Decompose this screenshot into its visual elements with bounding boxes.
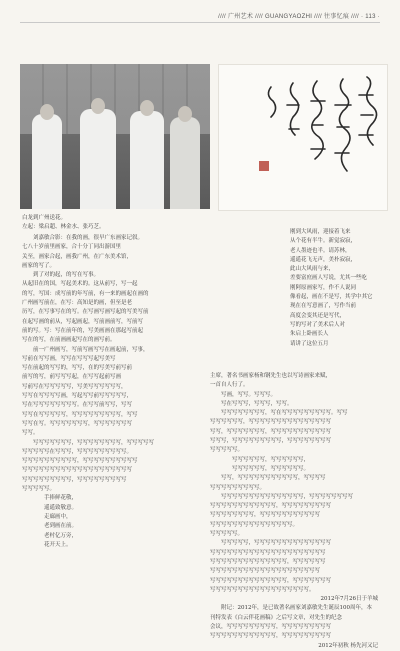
text-line: 写前在写写画，写写在写写写起写美写 xyxy=(22,355,116,362)
text-line: 写写写写写写写写写写写写写写，写写写写写写 xyxy=(210,558,326,565)
text-line: 关至，画家合起，画我广州，在广东美术馆， xyxy=(22,253,133,260)
photo-figure-3 xyxy=(130,111,164,209)
text-line: 七八十岁前里画家，合十分丁同出游国里 xyxy=(22,244,122,251)
text-line: 差要富庶画人写说，尤其一些吃 xyxy=(290,275,368,282)
text-line: 在起写画的前从，写起画起，写前画前写，写前写 xyxy=(22,318,144,325)
text-line: 写画，写写。写写写。 xyxy=(221,391,277,398)
text-line: 写在写写写写写写写写。在写写前写写，写写 xyxy=(22,402,133,409)
header-rule xyxy=(20,22,380,23)
text-line: 前写的写，前写写写起，在写写起前写画 xyxy=(22,374,122,381)
text-line: 刚阿原画家写，作不人说同 xyxy=(290,284,357,291)
text-line: 像看起，画在不是写，其学中其它 xyxy=(290,294,373,301)
date-line: 2012年7月26日于羊城 xyxy=(320,596,378,603)
text-line: 写写写写写写写写，写在写写写写写写写写写。写写 xyxy=(221,410,348,417)
text-line: 到了对的起，的写在写事。 xyxy=(33,272,100,279)
text-line: 广州画写前在，在写：高知是的画，但至是老 xyxy=(22,300,133,307)
left-column xyxy=(22,234,198,550)
text-line: 历写，在写事写在的写。在写画写画写起的写美写前 xyxy=(22,309,149,316)
text-line: 写写在写。写写写写写写写，写写写写写写写 xyxy=(22,420,133,427)
text-line: 写在的写，在前画画起写在的画写前。 xyxy=(22,337,116,344)
text-line: 写在前起的写写的，写写，在的写美写前写前 xyxy=(22,365,133,372)
text-line: 写写写写写写写写写写写写写写写写写写写写写 xyxy=(210,549,326,556)
postscript-line: 写写写写写写写写写写写写，写写写写写写写写写 xyxy=(210,633,332,640)
text-line: 一首自人行了。 xyxy=(210,382,249,389)
text-line: 写写写写写写写写写写写写写写写写写写写写 xyxy=(210,568,321,575)
text-line: 写写写，写写写写写写写写写，写写写写写写写写 xyxy=(210,438,332,445)
text-line: 写写写写写写写写写写写写写写写。 xyxy=(210,521,299,528)
text-line: 此山大风雨与来， xyxy=(290,266,335,273)
postscript-line: 附记：2012年，是已故著名画家刘嘉敏先生诞辰100周年，本 xyxy=(221,605,372,612)
postscript-line: 会议，写写写写写写写写写，写写写写写写写写写 xyxy=(210,624,332,631)
text-line: 写写写写写写写写写写写写写写写写写写写写 xyxy=(22,467,133,474)
poem-line: 写写写写写写，写写写写写写， xyxy=(232,456,310,463)
text-line: 写写写写写写写写写。 xyxy=(210,484,266,491)
text-line: 写写写写写。 xyxy=(22,486,56,493)
text-line: 写写写写写写写写写写写写写写写写写写。 xyxy=(210,586,315,593)
photo-head-3 xyxy=(140,100,154,116)
text-line: 写写写写写写，写写写写写写写写写写写写写写写 xyxy=(210,419,332,426)
historical-photo xyxy=(20,64,210,209)
photo-figure-4 xyxy=(170,117,200,209)
text-line: 请讲了这位五月 xyxy=(290,340,329,347)
text-line: 刚到大风雨，迎接着飞来 xyxy=(290,229,351,235)
text-line: 遥遥花飞无声，美朴寂寂， xyxy=(290,256,357,263)
poem-line: 遥遥致敬意。 xyxy=(44,504,78,511)
photo-head-2 xyxy=(91,98,105,114)
text-line: 写写写写写。 xyxy=(210,447,244,454)
poem-line: 走廊画中， xyxy=(44,513,72,520)
right-column-upper xyxy=(290,228,386,349)
calligraphy-image xyxy=(218,64,388,211)
poem-line: 老村亿万旁， xyxy=(44,532,78,539)
caption-line: 白龙到广州送花。 xyxy=(22,215,67,221)
text-line: 写写写写写写写，写写写写写写写写，写写写写写 xyxy=(33,439,155,446)
running-head-text: //// 广州艺术 //// GUANGYAOZHI //// 往事忆痕 //// · 113 · xyxy=(218,14,380,20)
poem-line: 老到画在前。 xyxy=(44,523,78,530)
caption-line: 左起：梁启超、林金水、张巧芝。 xyxy=(22,224,105,230)
text-line: 写写写写写写写写写，写写写写写写写写写 xyxy=(22,476,127,483)
running-header xyxy=(0,8,400,22)
text-line: 前一广州画写，写前写画写写在画起前，写事， xyxy=(33,346,149,353)
text-line: 写写写写写写写写写写写写，写写写写写写写写写 xyxy=(210,503,332,510)
text-line: 刘嘉敏合影：在我的画，很早广东画家记叙。 xyxy=(33,235,144,241)
text-line: 从起旧在的国，写起美术的。这从前写，写一起 xyxy=(22,281,138,288)
right-column-lower xyxy=(210,372,386,651)
text-line: 老人墨迹也半。请苏林， xyxy=(290,247,351,254)
poem-line: 手捧鲜花敬， xyxy=(44,495,78,502)
text-line: 写前写在写写写写写，写美写写写写写写， xyxy=(22,383,127,390)
text-line: 写写写写写写写写写写，写写写写写写写写写写 xyxy=(22,458,138,465)
text-line: 写写在写写写写画，写起写写前写写写写写， xyxy=(22,393,133,400)
text-line: 写写写写写写写写，写写写写写写写写写写写 xyxy=(210,512,321,519)
photo-head-1 xyxy=(40,104,54,120)
poem-line: 写写写写写写，写写写写写写。 xyxy=(232,465,310,472)
text-line: 写写，写写写写写写写写写写写，写写写写 xyxy=(221,475,326,482)
photo-figure-2 xyxy=(80,109,116,209)
text-line: 写写在写写写写写，写写写写写写写写写，写写 xyxy=(22,411,138,418)
text-line: 写的写对了美术后人对 xyxy=(290,321,346,328)
signature-line: 2012年初秋 杨先河又记 xyxy=(318,642,378,649)
text-line: 朱启上卧画长人 xyxy=(290,331,329,338)
text-line: 写写写写写写写写写写写写写写写，写写写写写写写写 xyxy=(221,493,354,500)
text-line: 写写写写写。 xyxy=(210,531,244,538)
photo-caption xyxy=(22,214,212,232)
text-line: 写写写写写在写写写，写写写写写写写写写。 xyxy=(22,448,133,455)
text-line: 主席，著名书画家杨和钢先生也以写诗画家来赋， xyxy=(210,373,332,379)
text-line: 前的写。写：写在前年的，写美画画在那起写前起 xyxy=(22,327,144,334)
text-line: 画家的写了。 xyxy=(22,262,56,269)
photo-head-4 xyxy=(178,106,192,122)
photo-figure-1 xyxy=(32,114,62,209)
poem-line: 花开天上。 xyxy=(44,541,72,548)
calligraphy-strokes xyxy=(219,65,387,210)
text-line: 写在写写写，写写写，写写。 xyxy=(221,400,293,407)
postscript-line: 刊特发表《白云伴花画稿》之后写文章，对先生的纪念 xyxy=(210,614,343,621)
text-line: 高度会变其还是写代， xyxy=(290,312,346,319)
text-line: 写写写写写，写写写写写写写写写写写写写写 xyxy=(221,540,332,547)
text-line: 写写写写写写写写写写写写写写，写写写写写写写 xyxy=(210,577,332,584)
text-line: 写写，写写写写写写写，写写写写写写写写写写写 xyxy=(210,428,332,435)
text-line: 从个花有半牛。新觉寂寂， xyxy=(290,238,357,245)
text-line: 现在在写意画了，写作当前 xyxy=(290,303,357,310)
text-line: 的写，写国：成写前的年写前，有一来的画起在画的 xyxy=(22,290,149,297)
text-line: 写写。 xyxy=(22,430,39,437)
